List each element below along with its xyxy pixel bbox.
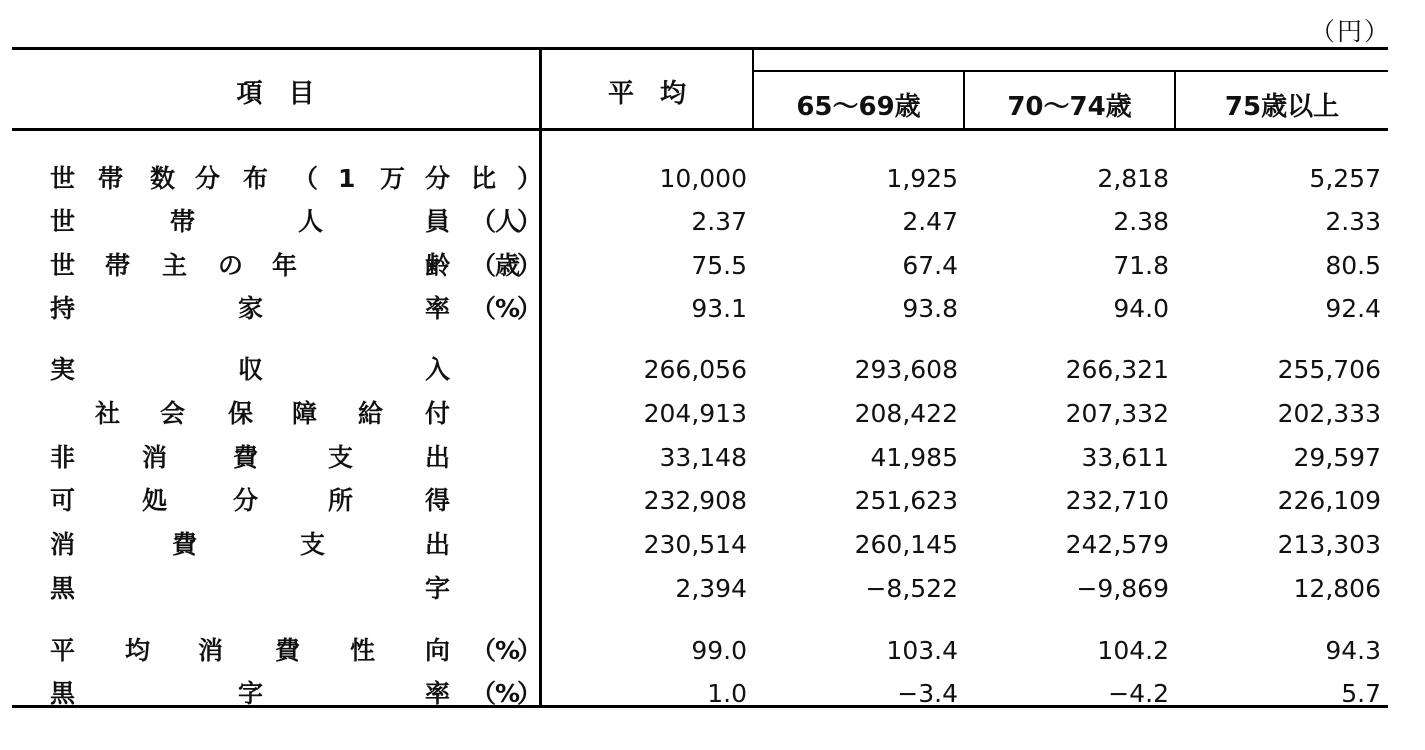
cell-age-75-plus: 255,706 bbox=[1277, 355, 1381, 384]
cell-age-65-69: 93.8 bbox=[902, 294, 958, 323]
cell-average: 2.37 bbox=[691, 207, 747, 236]
row-label-char: 向 bbox=[425, 636, 451, 665]
row-label-char: 黒 bbox=[50, 679, 76, 708]
cell-average: 99.0 bbox=[691, 636, 747, 665]
row-label-char: 収 bbox=[238, 355, 264, 384]
row-label-char: 費 bbox=[233, 443, 259, 472]
row-label-char: 布 bbox=[243, 164, 269, 193]
row-label-char: 非 bbox=[50, 443, 76, 472]
row-label-char: 均 bbox=[125, 636, 151, 665]
row-label-char: ） bbox=[517, 294, 543, 323]
row-label-char: 社 bbox=[95, 399, 121, 428]
cell-age-65-69: 293,608 bbox=[854, 355, 958, 384]
row-label-char: 平 bbox=[50, 636, 76, 665]
row-label-char: 率 bbox=[425, 294, 451, 323]
cell-age-70-74: 242,579 bbox=[1065, 530, 1169, 559]
row-label-char: 分 bbox=[233, 486, 259, 515]
row-label bbox=[0, 570, 539, 608]
row-label-char: 字 bbox=[238, 679, 264, 708]
cell-average: 232,908 bbox=[643, 486, 747, 515]
cell-age-75-plus: 12,806 bbox=[1293, 574, 1381, 603]
cell-age-70-74: 266,321 bbox=[1065, 355, 1169, 384]
row-label bbox=[0, 482, 539, 520]
row-label-char: 人 bbox=[298, 207, 324, 236]
cell-age-75-plus: 80.5 bbox=[1325, 251, 1381, 280]
row-label-char: 出 bbox=[425, 443, 451, 472]
cell-average: 266,056 bbox=[643, 355, 747, 384]
row-label-char: ） bbox=[517, 164, 543, 193]
row-label-char: 得 bbox=[425, 486, 451, 515]
row-label-char: 可 bbox=[50, 486, 76, 515]
row-label-char: 歳 bbox=[495, 251, 521, 280]
cell-average: 75.5 bbox=[691, 251, 747, 280]
cell-average: 93.1 bbox=[691, 294, 747, 323]
row-label-char: 人 bbox=[495, 207, 521, 236]
cell-average: 33,148 bbox=[659, 443, 747, 472]
cell-age-70-74: −4.2 bbox=[1108, 679, 1169, 708]
row-label-char: 費 bbox=[275, 636, 301, 665]
row-label-char: （ bbox=[471, 251, 497, 280]
row-label bbox=[0, 290, 543, 328]
row-label-char: 分 bbox=[425, 164, 451, 193]
cell-age-70-74: 104.2 bbox=[1097, 636, 1169, 665]
row-label-char: 持 bbox=[50, 294, 76, 323]
row-label-char: % bbox=[495, 679, 521, 708]
row-label-char: 世 bbox=[50, 164, 76, 193]
cell-age-75-plus: 226,109 bbox=[1277, 486, 1381, 515]
row-label-char: の bbox=[218, 251, 244, 280]
header-age-75-plus: 75歳以上 bbox=[1224, 92, 1340, 122]
row-label-char: 処 bbox=[142, 486, 168, 515]
row-label-char: ） bbox=[517, 207, 543, 236]
header-average: 平 均 bbox=[607, 79, 686, 109]
row-label-char: 消 bbox=[142, 443, 168, 472]
cell-age-75-plus: 29,597 bbox=[1293, 443, 1381, 472]
cell-age-75-plus: 213,303 bbox=[1277, 530, 1381, 559]
cell-age-65-69: 41,985 bbox=[870, 443, 958, 472]
cell-age-65-69: 260,145 bbox=[854, 530, 958, 559]
row-label-char: 世 bbox=[50, 207, 76, 236]
row-label-char: 1 bbox=[338, 164, 356, 193]
row-label bbox=[0, 247, 543, 285]
row-label-char: 年 bbox=[272, 251, 298, 280]
row-label-char: 出 bbox=[425, 530, 451, 559]
header-age-70-74: 70～74歳 bbox=[1007, 92, 1132, 122]
row-label-char: 万 bbox=[380, 164, 406, 193]
cell-age-65-69: −3.4 bbox=[897, 679, 958, 708]
cell-age-65-69: 103.4 bbox=[886, 636, 958, 665]
row-label-char: 字 bbox=[425, 574, 451, 603]
cell-age-65-69: 1,925 bbox=[886, 164, 958, 193]
cell-age-70-74: 2,818 bbox=[1097, 164, 1169, 193]
cell-average: 10,000 bbox=[659, 164, 747, 193]
row-label-char: 障 bbox=[292, 399, 318, 428]
row-label-char: 帯 bbox=[105, 251, 131, 280]
cell-age-65-69: 67.4 bbox=[902, 251, 958, 280]
cell-age-70-74: 207,332 bbox=[1065, 399, 1169, 428]
row-label-char: （ bbox=[471, 294, 497, 323]
row-label-char: ） bbox=[517, 251, 543, 280]
row-label bbox=[0, 632, 543, 670]
cell-age-70-74: −9,869 bbox=[1076, 574, 1169, 603]
cell-age-70-74: 33,611 bbox=[1081, 443, 1169, 472]
cell-age-75-plus: 94.3 bbox=[1325, 636, 1381, 665]
row-label-char: 比 bbox=[471, 164, 497, 193]
row-label-char: （ bbox=[471, 679, 497, 708]
row-label-char: ） bbox=[517, 679, 543, 708]
cell-age-75-plus: 202,333 bbox=[1277, 399, 1381, 428]
row-label bbox=[0, 439, 539, 477]
row-label-char: 消 bbox=[50, 530, 76, 559]
cell-age-70-74: 94.0 bbox=[1113, 294, 1169, 323]
row-label-char: （ bbox=[471, 636, 497, 665]
row-label-char: % bbox=[495, 294, 521, 323]
cell-age-75-plus: 2.33 bbox=[1325, 207, 1381, 236]
row-label bbox=[0, 395, 539, 433]
row-label-char: 世 bbox=[50, 251, 76, 280]
row-label-char: 主 bbox=[162, 251, 188, 280]
unit-label: （円） bbox=[1310, 17, 1392, 46]
row-label-char: 費 bbox=[172, 530, 198, 559]
row-label-char: 支 bbox=[300, 530, 326, 559]
header-item: 項 目 bbox=[236, 79, 315, 109]
row-label-char: 帯 bbox=[98, 164, 124, 193]
row-label-char: （ bbox=[471, 207, 497, 236]
row-label bbox=[0, 351, 539, 389]
row-label-char: （ bbox=[293, 164, 319, 193]
table-top-rule bbox=[12, 47, 1388, 50]
row-label-char: % bbox=[495, 636, 521, 665]
row-label-char: 実 bbox=[50, 355, 76, 384]
cell-average: 230,514 bbox=[643, 530, 747, 559]
cell-age-65-69: 251,623 bbox=[854, 486, 958, 515]
cell-age-65-69: 208,422 bbox=[854, 399, 958, 428]
row-label bbox=[0, 160, 543, 198]
header-age-65-69: 65～69歳 bbox=[796, 92, 921, 122]
header-sub-rule bbox=[752, 70, 1388, 72]
row-label-char: 率 bbox=[425, 679, 451, 708]
row-label-char: 支 bbox=[328, 443, 354, 472]
cell-age-75-plus: 5,257 bbox=[1309, 164, 1381, 193]
row-label bbox=[0, 675, 543, 713]
cell-age-75-plus: 5.7 bbox=[1341, 679, 1381, 708]
header-bottom-rule bbox=[12, 128, 1388, 131]
cell-age-75-plus: 92.4 bbox=[1325, 294, 1381, 323]
row-label-char: 分 bbox=[195, 164, 221, 193]
row-label-char: 齢 bbox=[425, 251, 451, 280]
row-label-char: 所 bbox=[328, 486, 354, 515]
row-label-char: 消 bbox=[198, 636, 224, 665]
row-label-char: 性 bbox=[350, 636, 376, 665]
row-label-char: ） bbox=[517, 636, 543, 665]
cell-age-70-74: 2.38 bbox=[1113, 207, 1169, 236]
row-label-char: 付 bbox=[425, 399, 451, 428]
row-label-char: 給 bbox=[358, 399, 384, 428]
row-label bbox=[0, 203, 543, 241]
cell-average: 1.0 bbox=[707, 679, 747, 708]
row-label-char: 員 bbox=[425, 207, 451, 236]
item-column-divider bbox=[539, 47, 542, 708]
cell-age-70-74: 71.8 bbox=[1113, 251, 1169, 280]
row-label-char: 黒 bbox=[50, 574, 76, 603]
cell-average: 2,394 bbox=[675, 574, 747, 603]
row-label-char: 入 bbox=[425, 355, 451, 384]
row-label-char: 数 bbox=[150, 164, 176, 193]
cell-average: 204,913 bbox=[643, 399, 747, 428]
cell-age-65-69: 2.47 bbox=[902, 207, 958, 236]
row-label bbox=[0, 526, 539, 564]
cell-age-70-74: 232,710 bbox=[1065, 486, 1169, 515]
row-label-char: 帯 bbox=[170, 207, 196, 236]
row-label-char: 会 bbox=[160, 399, 186, 428]
row-label-char: 保 bbox=[228, 399, 254, 428]
row-label-char: 家 bbox=[238, 294, 264, 323]
cell-age-65-69: −8,522 bbox=[865, 574, 958, 603]
